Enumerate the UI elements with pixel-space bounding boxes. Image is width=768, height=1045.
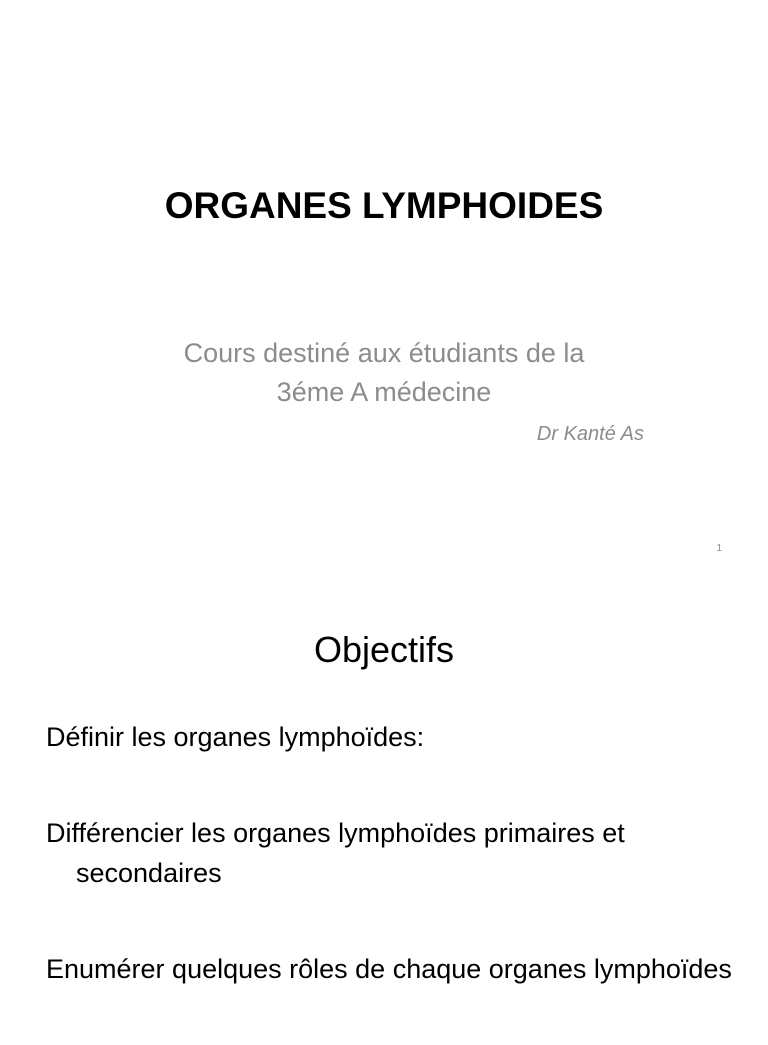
objectives-list <box>46 717 736 1045</box>
objective-item: Différencier les organes lymphoïdes primaires et secondaires <box>46 818 625 888</box>
page-title: ORGANES LYMPHOIDES <box>164 185 604 226</box>
author-name: Dr Kanté As <box>536 423 644 445</box>
subtitle-line: Cours destiné aux étudiants de la <box>183 338 585 368</box>
subtitle-line: 3éme A médecine <box>276 377 492 407</box>
subtitle <box>130 334 638 412</box>
slide-title: Objectifs <box>313 629 455 670</box>
slide-objectives <box>0 576 768 1024</box>
objective-item: Enumérer quelques rôles de chaque organes lymphoïdes <box>46 954 732 984</box>
objective-item: Définir les organes lymphoïdes: <box>46 722 425 752</box>
page-number: 1 <box>716 543 722 554</box>
